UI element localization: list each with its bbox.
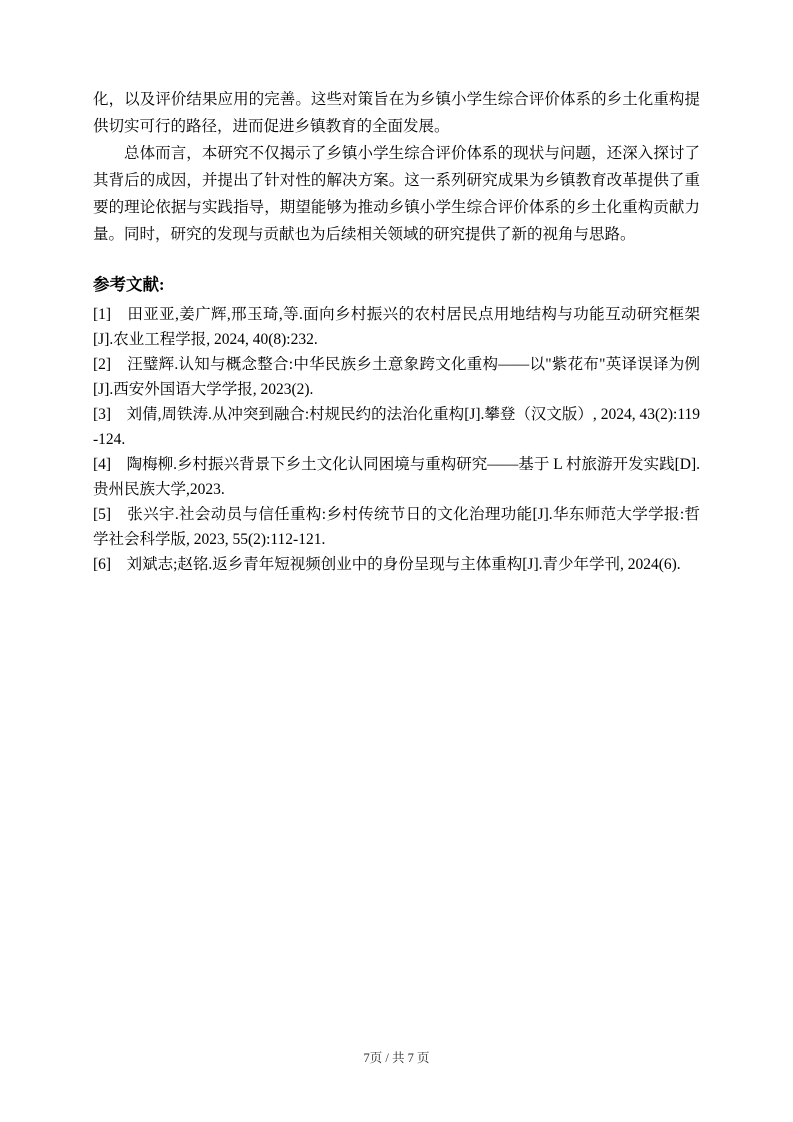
reference-item-5: [5] 张兴宇.社会动员与信任重构:乡村传统节日的文化治理功能[J].华东师范大学学报:哲学社会科学版, 2023, 55(2):112-121. bbox=[93, 506, 700, 548]
page-footer bbox=[0, 1048, 793, 1068]
continued-paragraph: 化，以及评价结果应用的完善。这些对策旨在为乡镇小学生综合评价体系的乡土化重构提供切实可行的路径，进而促进乡镇教育的全面发展。 bbox=[93, 91, 700, 135]
references-heading: 参考文献: bbox=[93, 275, 165, 294]
reference-item-2: [2] 汪璧辉.认知与概念整合:中华民族乡土意象跨文化重构——以"紫花布"英译误译为例[J].西安外国语大学学报, 2023(2). bbox=[93, 356, 700, 398]
document-body bbox=[93, 86, 700, 577]
reference-item-3: [3] 刘倩,周铁涛.从冲突到融合:村规民约的法治化重构[J].攀登（汉文版）, 2024, 43(2):119-124. bbox=[93, 406, 700, 448]
reference-item-4: [4] 陶梅柳.乡村振兴背景下乡土文化认同困境与重构研究——基于 L 村旅游开发实践[D].贵州民族大学,2023. bbox=[93, 456, 700, 498]
conclusion-paragraph: 总体而言，本研究不仅揭示了乡镇小学生综合评价体系的现状与问题，还深入探讨了其背后的成因，并提出了针对性的解决方案。这一系列研究成果为乡镇教育改革提供了重要的理论依据与实践指导，期望能够为推动乡镇小学生综合评价体系的乡土化重构贡献力量。同时，研究的发现与贡献也为后续相关领域的研究提供了新的视角与思路。 bbox=[93, 145, 700, 243]
page-number: 7页 / 共 7 页 bbox=[363, 1051, 430, 1065]
reference-item-1: [1] 田亚亚,姜广辉,邢玉琦,等.面向乡村振兴的农村居民点用地结构与功能互动研究框架[J].农业工程学报, 2024, 40(8):232. bbox=[93, 306, 700, 348]
reference-item-6: [6] 刘斌志;赵铭.返乡青年短视频创业中的身份呈现与主体重构[J].青少年学刊, 2024(6). bbox=[93, 556, 681, 573]
